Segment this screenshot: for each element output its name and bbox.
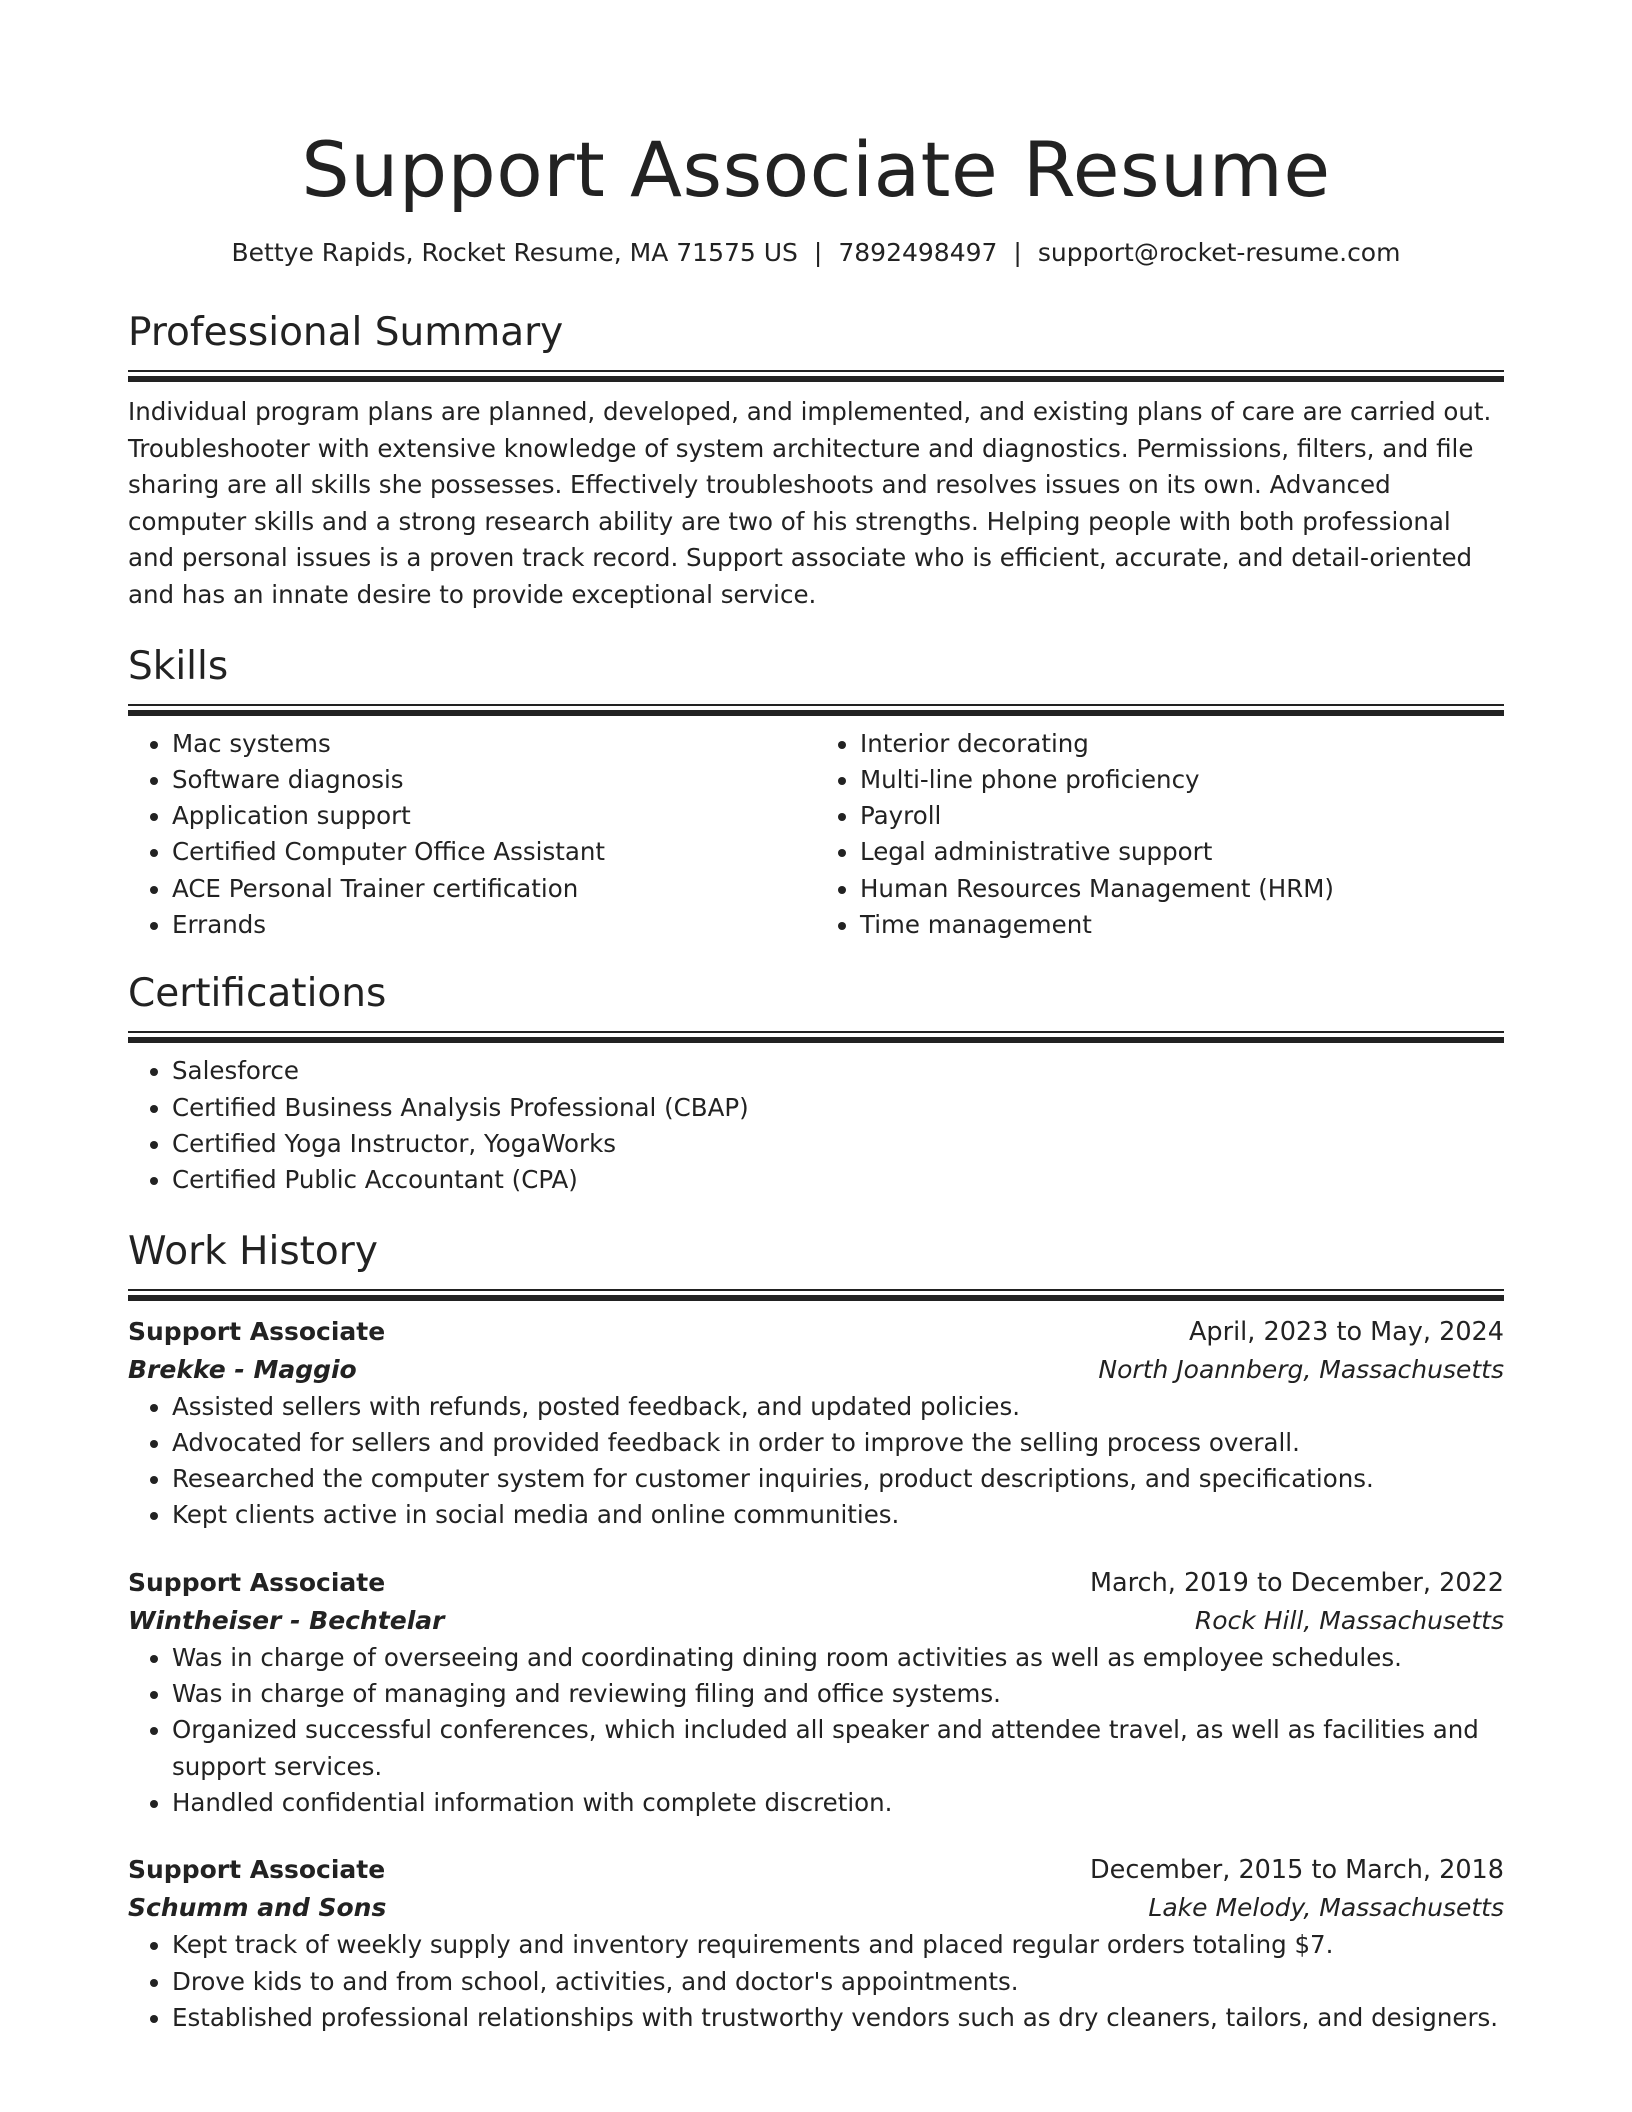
job-duties-list (128, 1640, 1504, 1821)
skill-item: • ACE Personal Trainer certification (172, 871, 816, 907)
job-subheader (128, 1602, 1504, 1640)
job-duty: • Organized successful conferences, which included all speaker and attendee travel, as well as facilities and support services. (172, 1712, 1504, 1785)
job-duty: • Handled confidential information with complete discretion. (172, 1785, 1504, 1821)
job-duties-list (128, 1389, 1504, 1534)
section-divider (128, 1289, 1504, 1301)
job-location: Rock Hill, Massachusetts (1194, 1605, 1504, 1635)
skills-column-left (128, 726, 816, 944)
contact-address: Bettye Rapids, Rocket Resume, MA 71575 US (231, 238, 798, 267)
certification-item: • Certified Yoga Instructor, YogaWorks (172, 1126, 1504, 1162)
skills-list-left (128, 726, 816, 944)
job-subheader (128, 1351, 1504, 1389)
certifications-list (128, 1053, 1504, 1198)
summary-text: Individual program plans are planned, developed, and implemented, and existing plans of care are carried out. Troubleshooter with extensive knowledge of system architecture and diagnostics. Permissions, filters, and file sharing are all skills she possesses. Effectively troubleshoots and resolves issues on its own. Advanced computer skills and a strong research ability are two of his strengths. Helping people with both professional and personal issues is a proven track record. Support associate who is efficient, accurate, and detail-oriented and has an innate desire to provide exceptional service. (128, 397, 1492, 609)
job-dates: March, 2019 to December, 2022 (1090, 1567, 1504, 1598)
skill-item: • Interior decorating (860, 726, 1504, 762)
job-location: Lake Melody, Massachusetts (1148, 1893, 1504, 1923)
section-heading-work-history: Work History (128, 1228, 378, 1274)
job-company: Schumm and Sons (128, 1893, 387, 1923)
skill-item: • Payroll (860, 798, 1504, 834)
job-dates: December, 2015 to March, 2018 (1090, 1855, 1504, 1886)
job-duty: • Assisted sellers with refunds, posted feedback, and updated policies. (172, 1389, 1504, 1425)
contact-line (128, 236, 1504, 270)
contact-email: support@rocket-resume.com (1037, 238, 1401, 267)
work-history-section (128, 1227, 1504, 2037)
skill-item: • Mac systems (172, 726, 816, 762)
job-duty: • Was in charge of managing and reviewing filing and office systems. (172, 1676, 1504, 1712)
job-dates: April, 2023 to May, 2024 (1188, 1316, 1504, 1347)
job-duty: • Kept clients active in social media and online communities. (172, 1497, 1504, 1533)
skill-item: • Errands (172, 907, 816, 943)
job-duty: • Researched the computer system for customer inquiries, product descriptions, and specifications. (172, 1461, 1504, 1497)
skill-item: • Software diagnosis (172, 762, 816, 798)
certifications-section (128, 969, 1504, 1198)
job-title: Support Associate (128, 1316, 386, 1346)
job-duty: • Kept track of weekly supply and inventory requirements and placed regular orders totaling $7. (172, 1927, 1504, 1963)
job-title: Support Associate (128, 1567, 386, 1597)
section-heading-skills: Skills (128, 643, 229, 689)
job-duties-list (128, 1927, 1504, 2036)
skill-item: • Multi-line phone proficiency (860, 762, 1504, 798)
skill-item: • Application support (172, 798, 816, 834)
certification-item: • Certified Public Accountant (CPA) (172, 1162, 1504, 1198)
resume-title: Support Associate Resume (301, 125, 1331, 214)
job-entry (128, 1851, 1504, 2036)
section-divider (128, 370, 1504, 382)
contact-separator: | (1013, 238, 1022, 267)
job-duty: • Drove kids to and from school, activities, and doctor's appointments. (172, 1964, 1504, 2000)
skill-item: • Legal administrative support (860, 834, 1504, 870)
job-header (128, 1851, 1504, 1889)
job-header (128, 1313, 1504, 1351)
job-company: Brekke - Maggio (128, 1354, 357, 1384)
section-heading-summary: Professional Summary (128, 310, 564, 355)
job-duty: • Was in charge of overseeing and coordinating dining room activities as well as employee schedules. (172, 1640, 1504, 1676)
certification-item: • Certified Business Analysis Professional (CBAP) (172, 1090, 1504, 1126)
job-duty: • Advocated for sellers and provided feedback in order to improve the selling process overall. (172, 1425, 1504, 1461)
skills-column-right (816, 726, 1504, 944)
job-header (128, 1564, 1504, 1602)
contact-separator: | (813, 238, 823, 267)
summary-section (128, 308, 1504, 614)
section-divider (128, 704, 1504, 716)
job-duty: • Established professional relationships with trustworthy vendors such as dry cleaners, tailors, and designers. (172, 2000, 1504, 2036)
skills-list-right (816, 726, 1504, 944)
job-entry (128, 1564, 1504, 1821)
job-title: Support Associate (128, 1855, 386, 1885)
certification-item: • Salesforce (172, 1053, 1504, 1089)
skills-grid (128, 726, 1504, 944)
skill-item: • Time management (860, 907, 1504, 943)
section-heading-certifications: Certifications (128, 971, 387, 1017)
skill-item: • Human Resources Management (HRM) (860, 871, 1504, 907)
skills-section (128, 642, 1504, 944)
job-company: Wintheiser - Bechtelar (128, 1605, 445, 1635)
job-location: North Joannberg, Massachusetts (1098, 1354, 1504, 1384)
job-entry (128, 1313, 1504, 1534)
contact-phone: 7892498497 (838, 238, 998, 267)
section-divider (128, 1031, 1504, 1043)
job-subheader (128, 1889, 1504, 1927)
skill-item: • Certified Computer Office Assistant (172, 834, 816, 870)
